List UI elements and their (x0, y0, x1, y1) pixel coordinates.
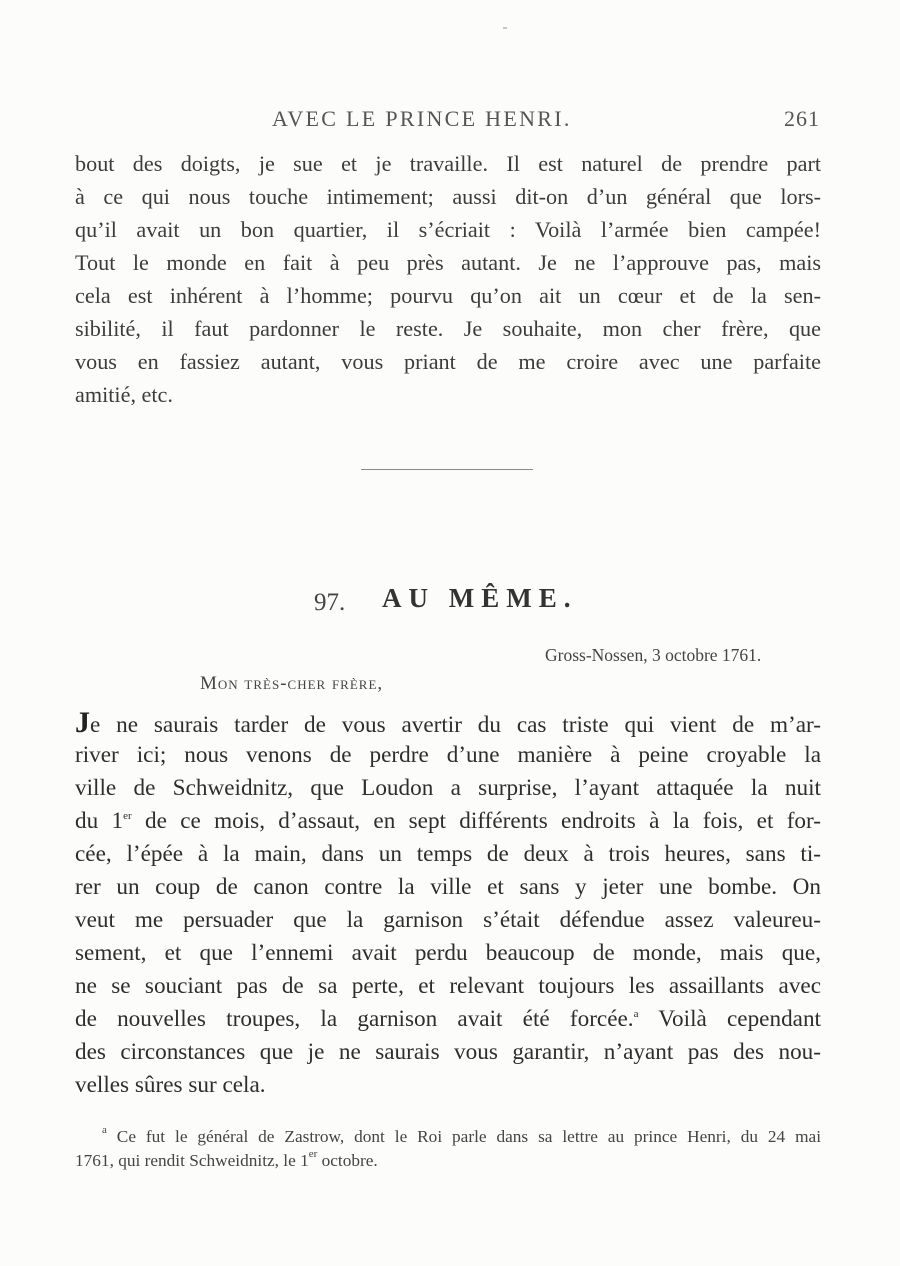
text-line: ville de Schweidnitz, que Loudon a surprise, l’ayant attaquée la nuit (75, 775, 821, 801)
footnote-text: Ce fut le général de Zastrow, dont le Roi parle dans sa lettre au prince Henri, du 24 mai (106, 1127, 821, 1146)
footnote-line (75, 1149, 821, 1173)
letter-body (75, 706, 821, 1102)
text-line: Tout le monde en fait à peu près autant. Je ne l’approuve pas, mais (75, 250, 821, 275)
text-line: des circonstances que je ne saurais vous garantir, n’ayant pas des nou- (75, 1039, 821, 1065)
text-segment: de nouvelles troupes, la garnison avait été forcée. (75, 1006, 634, 1032)
text-line: cela est inhérent à l’homme; pourvu qu’on ait un cœur et de la sen- (75, 283, 821, 308)
text-line: bout des doigts, je sue et je travaille. Il est naturel de prendre part (75, 151, 821, 176)
text-line-content: e ne saurais tarder de vous avertir du cas triste qui vient de m’ar- (90, 712, 821, 738)
letter-number: 97. (314, 589, 346, 616)
drop-cap: J (75, 706, 90, 739)
text-segment: de ce mois, d’assaut, en sept différents endroits à la fois, et for- (131, 808, 822, 834)
text-segment: Voilà cependant (638, 1006, 821, 1032)
footnote-line (75, 1125, 821, 1149)
footnote-reference[interactable]: a (633, 1008, 639, 1020)
dateline: Gross-Nossen, 3 octobre 1761. (545, 645, 762, 665)
scan-speck (503, 27, 507, 29)
text-line: à ce qui nous touche intimement; aussi dit-on d’un général que lors- (75, 184, 821, 209)
text-line (75, 805, 821, 838)
footnote (75, 1125, 821, 1173)
text-line: cée, l’épée à la main, dans un temps de deux à trois heures, sans ti- (75, 841, 821, 867)
continuation-paragraph (75, 147, 821, 411)
letter-title: AU MÊME. (382, 583, 578, 613)
text-line: ne se souciant pas de sa perte, et relevant toujours les assaillants avec (75, 973, 821, 999)
text-line (75, 1003, 821, 1036)
text-line: amitié, etc. (75, 382, 173, 407)
running-title: AVEC LE PRINCE HENRI. (272, 106, 572, 131)
text-line: veut me persuader que la garnison s’était défendue assez valeureu- (75, 907, 821, 933)
footnote-text: octobre. (317, 1151, 378, 1170)
running-head (0, 106, 900, 136)
footnote-mark: a (102, 1124, 107, 1136)
text-segment: du 1 (75, 808, 124, 834)
salutation: Mon très-cher frère, (200, 673, 384, 694)
letter-heading (0, 583, 900, 623)
text-line: vous en fassiez autant, vous priant de me croire avec une parfaite (75, 349, 821, 374)
footnote-text: 1761, qui rendit Schweidnitz, le 1 (75, 1151, 309, 1170)
text-line: river ici; nous venons de perdre d’une manière à peine croyable la (75, 742, 821, 768)
page-number: 261 (784, 106, 820, 131)
superscript-ordinal: er (123, 810, 132, 822)
text-line: sibilité, il faut pardonner le reste. Je souhaite, mon cher frère, que (75, 316, 821, 341)
superscript-ordinal: er (308, 1148, 318, 1160)
section-divider (361, 469, 533, 470)
text-line: velles sûres sur cela. (75, 1072, 266, 1098)
text-line: rer un coup de canon contre la ville et sans y jeter une bombe. On (75, 874, 821, 900)
text-line: sement, et que l’ennemi avait perdu beaucoup de monde, mais que, (75, 940, 821, 966)
text-line: qu’il avait un bon quartier, il s’écriait : Voilà l’armée bien campée! (75, 217, 821, 242)
text-line (75, 706, 821, 739)
